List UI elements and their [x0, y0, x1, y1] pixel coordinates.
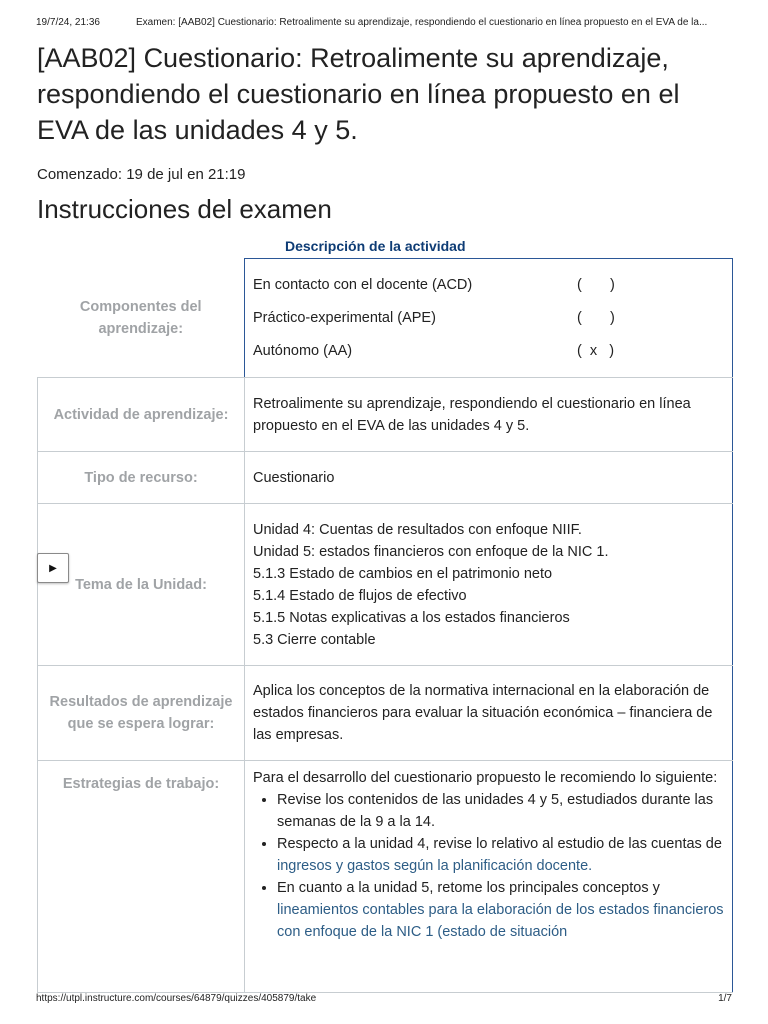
strategy-text: Respecto a la unidad 4, revise lo relativo al estudio de las cuentas de — [277, 836, 722, 852]
resource-type-value: Cuestionario — [245, 452, 733, 504]
quiz-title: [AAB02] Cuestionario: Retroalimente su aprendizaje, respondiendo el cuestionario en línea propuesto en el EVA de las unidades 4 y 5. — [37, 43, 680, 145]
play-button[interactable] — [37, 553, 69, 583]
list-item — [277, 833, 724, 877]
outcomes-value: Aplica los conceptos de la normativa internacional en la elaboración de estados financieros para evaluar la situación económica – financiera de las empresas. — [245, 666, 733, 761]
components-label: Componentes del aprendizaje: — [79, 298, 202, 337]
activity-description-table — [37, 258, 733, 993]
table-row-strategies — [38, 761, 733, 993]
component-mark: ( ) — [577, 277, 615, 293]
strategies-intro: Para el desarrollo del cuestionario propuesto le recomiendo lo siguiente: — [253, 770, 718, 786]
table-row-components — [38, 259, 733, 378]
print-page-number: 1/7 — [718, 993, 732, 1004]
unit-topic-line: Unidad 4: Cuentas de resultados con enfoque NIIF. — [253, 521, 582, 538]
instructions-heading: Instrucciones del examen — [37, 194, 332, 224]
strategies-value — [245, 761, 733, 993]
outcomes-label: Resultados de aprendizaje que se espera lograr: — [38, 666, 245, 761]
component-name: En contacto con el docente (ACD) — [253, 277, 473, 293]
component-mark: ( ) — [577, 310, 615, 326]
component-name: Práctico-experimental (APE) — [253, 310, 436, 326]
activity-description-caption: Descripción de la actividad — [285, 238, 466, 254]
unit-topic-line: Unidad 5: estados financieros con enfoque de la NIC 1. — [253, 543, 609, 560]
unit-topic-label: Tema de la Unidad: — [38, 504, 245, 666]
component-item-aa — [253, 335, 724, 368]
print-document-title: Examen: [AAB02] Cuestionario: Retroalimente su aprendizaje, respondiendo el cuestionario en línea propuesto en el EVA de la... — [136, 17, 708, 28]
table-row-learning-activity — [38, 378, 733, 452]
print-header — [36, 17, 732, 28]
unit-topic-line: 5.1.4 Estado de flujos de efectivo — [253, 587, 467, 604]
components-value — [245, 259, 733, 378]
unit-topic-line: 5.1.3 Estado de cambios en el patrimonio neto — [253, 565, 553, 582]
component-name: Autónomo (AA) — [253, 343, 353, 359]
unit-topic-line: 5.3 Cierre contable — [253, 631, 376, 648]
strategies-list — [253, 789, 724, 943]
component-item-ape — [253, 302, 724, 335]
strategy-link-lineamientos[interactable]: lineamientos contables para la elaboración de los estados financieros con enfoque de la NIC 1 (estado de situación — [277, 902, 724, 940]
strategies-label: Estrategias de trabajo: — [38, 761, 245, 993]
print-timestamp: 19/7/24, 21:36 — [36, 17, 100, 28]
strategy-link-ingresos-gastos[interactable]: ingresos y gastos según la planificación docente. — [277, 858, 593, 874]
table-row-unit-topic — [38, 504, 733, 666]
strategy-text: En cuanto a la unidad 5, retome los principales conceptos y — [277, 880, 660, 896]
print-url: https://utpl.instructure.com/courses/64879/quizzes/405879/take — [36, 993, 317, 1004]
list-item — [277, 789, 724, 833]
print-footer — [36, 993, 732, 1004]
table-row-resource-type — [38, 452, 733, 504]
play-icon: ▶ — [49, 562, 57, 574]
list-item — [277, 877, 724, 943]
table-row-outcomes — [38, 666, 733, 761]
strategy-text: Revise los contenidos de las unidades 4 y 5, estudiados durante las semanas de la 9 a la 14. — [277, 792, 714, 830]
learning-activity-label: Actividad de aprendizaje: — [38, 378, 245, 452]
component-mark: ( x ) — [577, 343, 615, 359]
quiz-started-date: Comenzado: 19 de jul en 21:19 — [37, 166, 246, 183]
component-item-acd — [253, 269, 724, 302]
resource-type-label: Tipo de recurso: — [38, 452, 245, 504]
unit-topic-line: 5.1.5 Notas explicativas a los estados financieros — [253, 609, 570, 626]
unit-topic-value — [245, 504, 733, 666]
learning-activity-value: Retroalimente su aprendizaje, respondiendo el cuestionario en línea propuesto en el EVA de las unidades 4 y 5. — [245, 378, 733, 452]
